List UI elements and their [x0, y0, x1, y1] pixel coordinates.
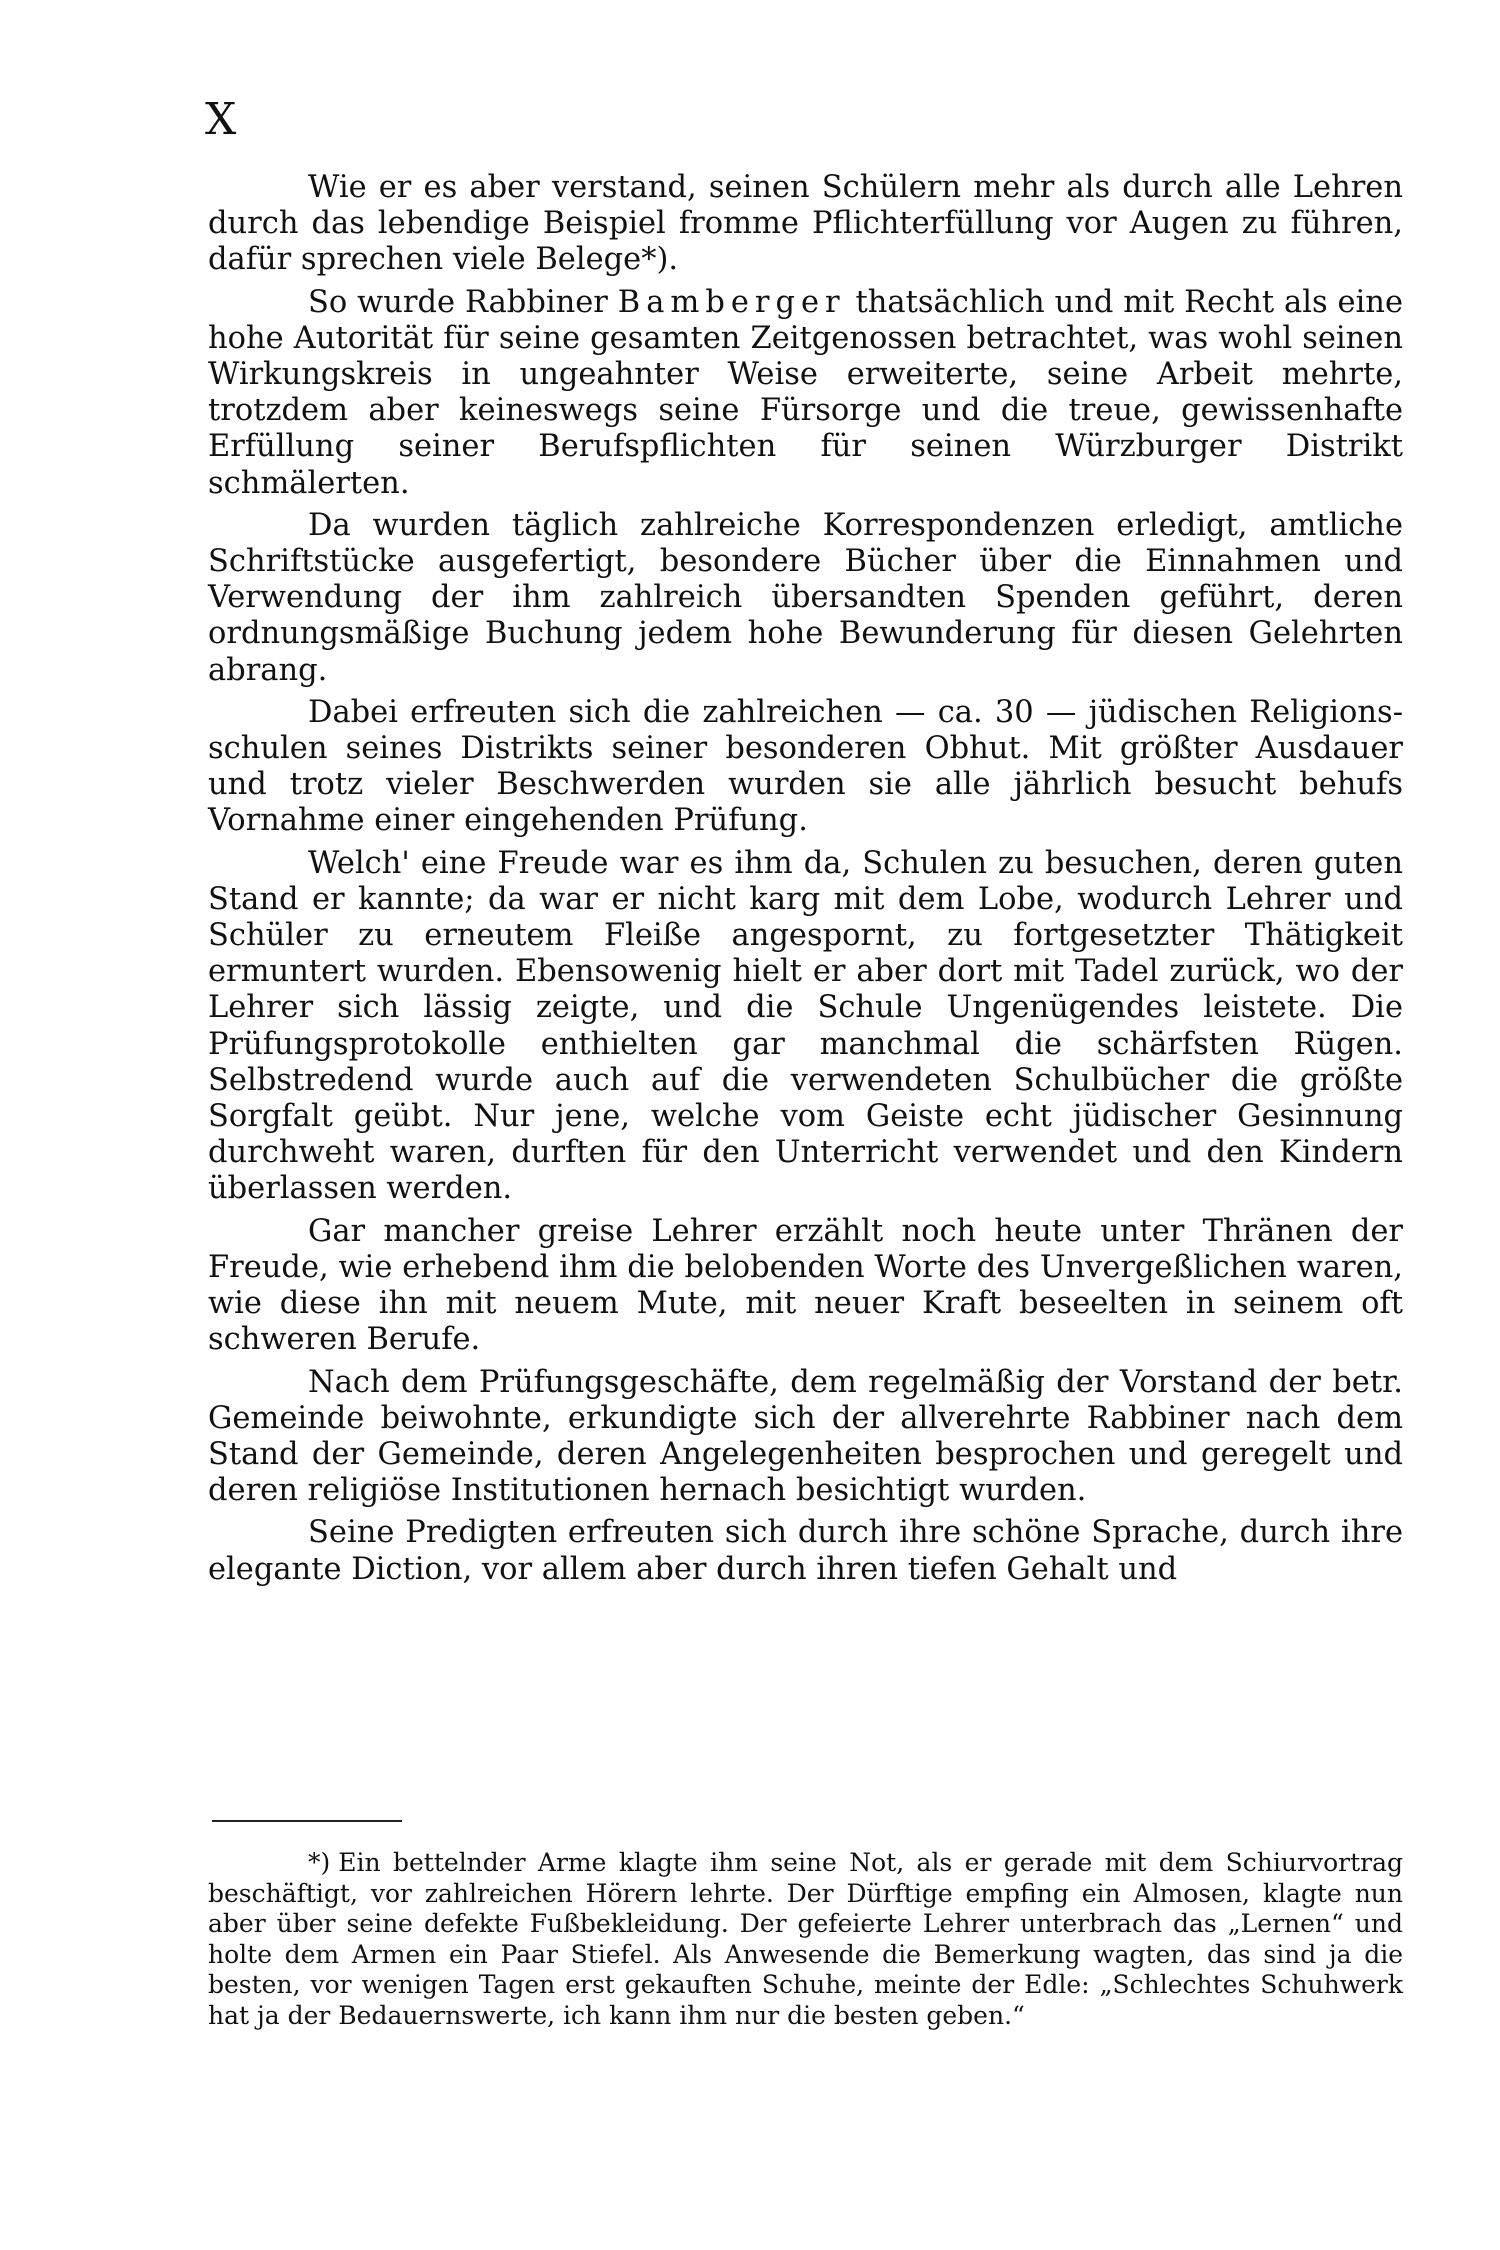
paragraph: Da wurden täglich zahlreiche Korrespondenzen erledigt, amtliche Schriftstücke ausgefertigt, besondere Bücher über die Einnahmen und Verwendung der ihm zahlreich übersandten Spenden geführt, deren ordnungsmäßige Buchung jedem hohe Bewunderung für diesen Gelehrten abrang. — [208, 507, 1403, 688]
paragraph-text: thatsächlich und mit Recht als eine hohe Autorität für seine gesamten Zeitgenossen betrachtet, was wohl seinen Wirkungskreis in ungeahnter Weise erweiterte, seine Arbeit mehrte, trotzdem aber keineswegs seine Fürsorge und die treue, gewissenhafte Erfüllung seiner Berufspflichten für seinen Würzburger Distrikt schmälerten. — [208, 284, 1403, 501]
paragraph-text: So wurde Rabbiner — [308, 284, 618, 320]
paragraph: Wie er es aber verstand, seinen Schülern mehr als durch alle Lehren durch das lebendige Beispiel fromme Pflichterfüllung vor Augen zu führen, dafür sprechen viele Belege*). — [208, 170, 1403, 278]
body-text — [208, 170, 1403, 1594]
footnote-divider — [212, 1820, 402, 1822]
footnote-marker: *) — [308, 1848, 331, 1877]
paragraph: Seine Predigten erfreuten sich durch ihre schöne Sprache, durch ihre elegante Diction, vor allem aber durch ihren tiefen Gehalt und — [208, 1515, 1403, 1587]
paragraph: Welch' eine Freude war es ihm da, Schulen zu besuchen, deren guten Stand er kannte; da war er nicht karg mit dem Lobe, wodurch Lehrer und Schüler zu erneutem Fleiße angespornt, zu fortgesetzter Thätigkeit ermuntert wurden. Ebensowenig hielt er aber dort mit Tadel zurück, wo der Lehrer sich lässig zeigte, und die Schule Ungenügendes leistete. Die Prüfungsprotokolle enthielten gar manchmal die schärfsten Rügen. Selbstredend wurde auch auf die verwendeten Schulbücher die größte Sorgfalt geübt. Nur jene, welche vom Geiste echt jüdischer Gesinnung durchweht waren, durften für den Unterricht verwendet und den Kindern überlassen werden. — [208, 845, 1403, 1207]
paragraph: Nach dem Prüfungsgeschäfte, dem regelmäßig der Vorstand der betr. Gemeinde beiwohnte, erkundigte sich der allverehrte Rabbiner nach dem Stand der Gemeinde, deren Angelegenheiten besprochen und geregelt und deren religiöse Institutionen hernach besichtigt wurden. — [208, 1364, 1403, 1509]
footnote — [208, 1848, 1403, 2031]
paragraph: Dabei erfreuten sich die zahlreichen — ca. 30 — jüdischen Religionsschulen seines Distrikts seiner besonderen Obhut. Mit größter Ausdauer und trotz vieler Beschwerden wurden sie alle jährlich besucht behufs Vornahme einer eingehenden Prüfung. — [208, 694, 1403, 839]
paragraph: Gar mancher greise Lehrer erzählt noch heute unter Thränen der Freude, wie erhebend ihm die belobenden Worte des Unvergeßlichen waren, wie diese ihn mit neuem Mute, mit neuer Kraft beseelten in seinem oft schweren Berufe. — [208, 1213, 1403, 1358]
footnote-text: Ein bettelnder Arme klagte ihm seine Not, als er gerade mit dem Schiurvortrag beschäftigt, vor zahlreichen Hörern lehrte. Der Dürftige empfing ein Almosen, klagte nun aber über seine defekte Fußbekleidung. Der gefeierte Lehrer unterbrach das „Lernen“ und holte dem Armen ein Paar Stiefel. Als Anwesende die Bemerkung wagten, das sind ja die besten, vor wenigen Tagen erst gekauften Schuhe, meinte der Edle: „Schlechtes Schuhwerk hat ja der Bedauernswerte, ich kann ihm nur die besten geben.“ — [208, 1848, 1403, 2030]
paragraph — [208, 285, 1403, 502]
name-spaced-emphasis: Bamberger — [617, 284, 846, 320]
page-number: X — [205, 94, 237, 145]
